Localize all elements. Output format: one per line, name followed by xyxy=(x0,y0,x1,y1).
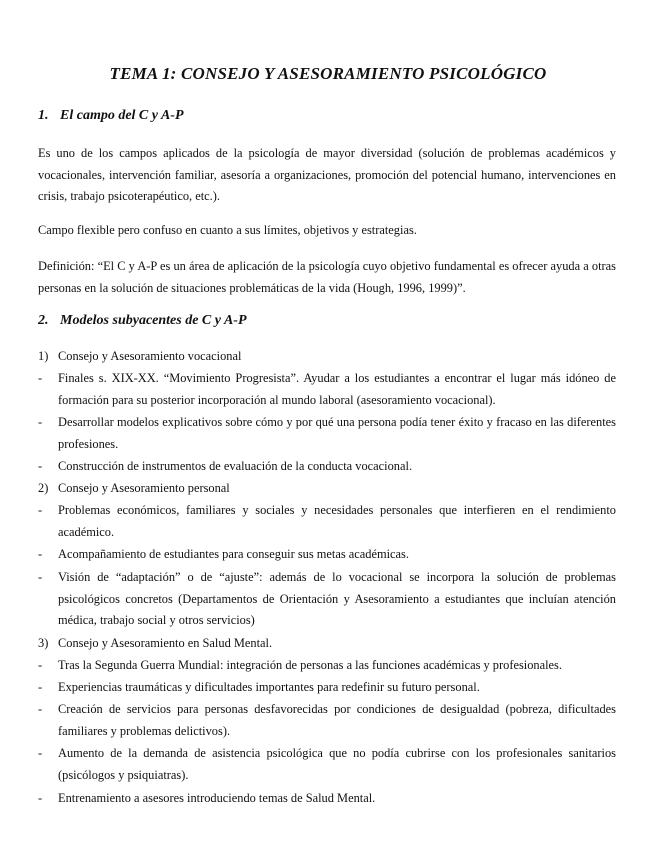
list-item xyxy=(38,743,616,786)
list-marker: 3) xyxy=(38,636,49,650)
list-marker: - xyxy=(38,746,43,760)
paragraph-intro: Es uno de los campos aplicados de la psicología de mayor diversidad (solución de problemas académicos y vocacionales, intervención familiar, asesoría a organizaciones, promoción del potencial humano, intervenciones en crisis, trabajo psicoterapéutico, etc.). xyxy=(38,146,616,203)
paragraph-field: Campo flexible pero confuso en cuanto a sus límites, objetivos y estrategias. xyxy=(38,223,417,237)
list-marker: - xyxy=(38,415,43,429)
list-text: Construcción de instrumentos de evaluación de la conducta vocacional. xyxy=(58,459,413,473)
list-item xyxy=(38,699,616,742)
list-text: Finales s. XIX-XX. “Movimiento Progresista”. Ayudar a los estudiantes a encontrar el lugar más idóneo de formación para su posterior incorporación al mundo laboral (asesoramiento vocacional). xyxy=(58,371,616,407)
list-marker: - xyxy=(38,570,43,584)
list-marker: - xyxy=(38,791,43,805)
list-item xyxy=(38,655,616,677)
list-item xyxy=(38,677,616,699)
list-text: Visión de “adaptación” o de “ajuste”: además de lo vocacional se incorpora la solución de problemas psicológicos concretos (Departamentos de Orientación y Asesoramiento a estudiantes que incluían atención médica, trabajo social y otros servicios) xyxy=(58,570,616,627)
list-item xyxy=(38,788,616,810)
list-marker: - xyxy=(38,503,43,517)
section-1-heading xyxy=(38,108,618,124)
list-marker: - xyxy=(38,658,43,672)
list-marker: - xyxy=(38,371,43,385)
section-1-number: 1. xyxy=(38,108,49,123)
list-item xyxy=(38,544,616,566)
list-text: Desarrollar modelos explicativos sobre cómo y por qué una persona podía tener éxito y fracaso en las diferentes profesiones. xyxy=(58,415,616,451)
list-item xyxy=(38,478,616,500)
list-item xyxy=(38,500,616,543)
list-item xyxy=(38,368,616,411)
list-marker: 1) xyxy=(38,349,49,363)
section-1-title: El campo del C y A-P xyxy=(60,108,184,123)
section-2-heading xyxy=(38,313,618,329)
list-marker: - xyxy=(38,459,43,473)
list-text: Aumento de la demanda de asistencia psicológica que no podía cubrirse con los profesionales sanitarios (psicólogos y psiquiatras). xyxy=(58,746,616,782)
list-text: Experiencias traumáticas y dificultades importantes para redefinir su futuro personal. xyxy=(58,680,480,694)
list-text: Consejo y Asesoramiento en Salud Mental. xyxy=(58,636,273,650)
list-text: Problemas económicos, familiares y sociales y necesidades personales que interfieren en el rendimiento académico. xyxy=(58,503,616,539)
section-2-title: Modelos subyacentes de C y A-P xyxy=(60,313,247,328)
list-marker: 2) xyxy=(38,481,49,495)
list-text: Consejo y Asesoramiento vocacional xyxy=(58,349,242,363)
list-text: Entrenamiento a asesores introduciendo temas de Salud Mental. xyxy=(58,791,376,805)
list-item xyxy=(38,346,616,368)
list-text: Tras la Segunda Guerra Mundial: integración de personas a las funciones académicas y profesionales. xyxy=(58,658,562,672)
list-marker: - xyxy=(38,680,43,694)
list-item xyxy=(38,633,616,655)
list-item xyxy=(38,412,616,455)
list-text: Acompañamiento de estudiantes para conseguir sus metas académicas. xyxy=(58,547,409,561)
paragraph-definition: Definición: “El C y A-P es un área de aplicación de la psicología cuyo objetivo fundamental es ofrecer ayuda a otras personas en la solución de situaciones problemáticas de la vida (Hough, 1996, 1999)”. xyxy=(38,259,616,295)
list-text: Consejo y Asesoramiento personal xyxy=(58,481,230,495)
section-2-number: 2. xyxy=(38,313,49,328)
list-text: Creación de servicios para personas desfavorecidas por condiciones de desigualdad (pobreza, dificultades familiares y problemas delictivos). xyxy=(58,702,616,738)
document-title: TEMA 1: CONSEJO Y ASESORAMIENTO PSICOLÓGICO xyxy=(109,64,547,83)
list-item xyxy=(38,456,616,478)
list-marker: - xyxy=(38,547,43,561)
list-item xyxy=(38,567,616,632)
list-marker: - xyxy=(38,702,43,716)
